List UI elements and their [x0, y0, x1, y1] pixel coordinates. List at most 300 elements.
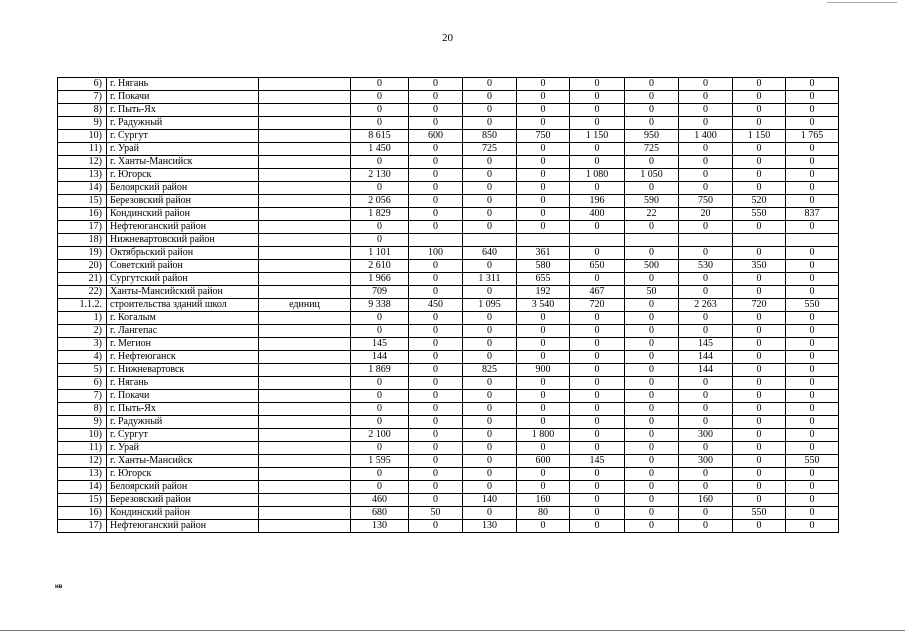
- unit-cell: [259, 312, 351, 325]
- value-cell: 500: [625, 260, 679, 273]
- value-cell: 0: [409, 195, 463, 208]
- value-cell: 130: [463, 520, 517, 533]
- table-row: [58, 507, 839, 520]
- row-number-cell: 7): [58, 390, 107, 403]
- value-cell: 0: [733, 351, 786, 364]
- unit-cell: [259, 234, 351, 247]
- territory-name-cell: Кондинский район: [107, 208, 259, 221]
- value-cell: 0: [570, 78, 625, 91]
- value-cell: 0: [679, 507, 733, 520]
- value-cell: 0: [786, 78, 839, 91]
- total-value-cell: 0: [351, 117, 409, 130]
- table-row: [58, 442, 839, 455]
- table-row: [58, 403, 839, 416]
- value-cell: 0: [409, 143, 463, 156]
- value-cell: 0: [570, 325, 625, 338]
- value-cell: 0: [409, 182, 463, 195]
- value-cell: [463, 234, 517, 247]
- territory-name-cell: Октябрьский район: [107, 247, 259, 260]
- table-body: [58, 78, 839, 533]
- value-cell: 0: [570, 221, 625, 234]
- value-cell: 0: [786, 494, 839, 507]
- value-cell: 720: [733, 299, 786, 312]
- value-cell: 0: [786, 117, 839, 130]
- value-cell: 0: [786, 169, 839, 182]
- value-cell: 0: [570, 429, 625, 442]
- value-cell: [786, 234, 839, 247]
- value-cell: 950: [625, 130, 679, 143]
- total-value-cell: 1 829: [351, 208, 409, 221]
- value-cell: 0: [409, 104, 463, 117]
- value-cell: 160: [679, 494, 733, 507]
- value-cell: 0: [679, 286, 733, 299]
- value-cell: 1 050: [625, 169, 679, 182]
- row-number-cell: 7): [58, 91, 107, 104]
- territory-name-cell: г. Лангепас: [107, 325, 259, 338]
- value-cell: 0: [409, 442, 463, 455]
- value-cell: 0: [786, 520, 839, 533]
- territory-name-cell: Кондинский район: [107, 507, 259, 520]
- value-cell: 0: [463, 260, 517, 273]
- unit-cell: [259, 104, 351, 117]
- territory-name-cell: Нефтеюганский район: [107, 520, 259, 533]
- value-cell: 0: [517, 143, 570, 156]
- value-cell: [733, 234, 786, 247]
- unit-cell: [259, 377, 351, 390]
- value-cell: 750: [679, 195, 733, 208]
- total-value-cell: 1 595: [351, 455, 409, 468]
- statistics-table: [57, 77, 839, 533]
- value-cell: 0: [786, 338, 839, 351]
- territory-name-cell: Березовский район: [107, 494, 259, 507]
- row-number-cell: 16): [58, 507, 107, 520]
- row-number-cell: 10): [58, 429, 107, 442]
- value-cell: 900: [517, 364, 570, 377]
- top-edge-rule: [827, 2, 897, 3]
- row-number-cell: 16): [58, 208, 107, 221]
- territory-name-cell: Березовский район: [107, 195, 259, 208]
- value-cell: 0: [786, 377, 839, 390]
- unit-cell: [259, 507, 351, 520]
- total-value-cell: 0: [351, 377, 409, 390]
- total-value-cell: 2 056: [351, 195, 409, 208]
- value-cell: [570, 234, 625, 247]
- value-cell: 1 095: [463, 299, 517, 312]
- value-cell: 0: [517, 91, 570, 104]
- value-cell: 1 800: [517, 429, 570, 442]
- unit-cell: [259, 247, 351, 260]
- territory-name-cell: г. Ханты-Мансийск: [107, 455, 259, 468]
- table-row: [58, 208, 839, 221]
- territory-name-cell: строительства зданий школ: [107, 299, 259, 312]
- unit-cell: [259, 338, 351, 351]
- value-cell: 0: [570, 468, 625, 481]
- value-cell: 450: [409, 299, 463, 312]
- value-cell: 0: [517, 416, 570, 429]
- value-cell: 0: [409, 273, 463, 286]
- value-cell: 0: [679, 117, 733, 130]
- value-cell: 0: [733, 143, 786, 156]
- bottom-edge-rule: [0, 630, 905, 631]
- value-cell: 0: [679, 390, 733, 403]
- territory-name-cell: Советский район: [107, 260, 259, 273]
- value-cell: 0: [625, 442, 679, 455]
- value-cell: 725: [463, 143, 517, 156]
- value-cell: 0: [786, 312, 839, 325]
- row-number-cell: 8): [58, 104, 107, 117]
- value-cell: 0: [786, 260, 839, 273]
- row-number-cell: 18): [58, 234, 107, 247]
- value-cell: 0: [786, 442, 839, 455]
- value-cell: 144: [679, 364, 733, 377]
- row-number-cell: 6): [58, 377, 107, 390]
- value-cell: 0: [625, 221, 679, 234]
- value-cell: 0: [733, 91, 786, 104]
- table-row: [58, 260, 839, 273]
- value-cell: 0: [733, 494, 786, 507]
- unit-cell: [259, 494, 351, 507]
- value-cell: 0: [625, 325, 679, 338]
- value-cell: 0: [570, 377, 625, 390]
- row-number-cell: 3): [58, 338, 107, 351]
- value-cell: 0: [733, 390, 786, 403]
- table-row: [58, 429, 839, 442]
- value-cell: 0: [733, 429, 786, 442]
- value-cell: 0: [517, 325, 570, 338]
- value-cell: 0: [625, 429, 679, 442]
- value-cell: 0: [570, 104, 625, 117]
- value-cell: 0: [625, 455, 679, 468]
- value-cell: 0: [733, 117, 786, 130]
- value-cell: 0: [786, 390, 839, 403]
- territory-name-cell: г. Урай: [107, 143, 259, 156]
- row-number-cell: 22): [58, 286, 107, 299]
- value-cell: [625, 234, 679, 247]
- unit-cell: [259, 221, 351, 234]
- territory-name-cell: г. Покачи: [107, 390, 259, 403]
- territory-name-cell: г. Мегион: [107, 338, 259, 351]
- value-cell: 0: [570, 338, 625, 351]
- value-cell: 0: [463, 416, 517, 429]
- table-row: [58, 468, 839, 481]
- territory-name-cell: г. Ханты-Мансийск: [107, 156, 259, 169]
- unit-cell: [259, 130, 351, 143]
- value-cell: 0: [679, 325, 733, 338]
- value-cell: 725: [625, 143, 679, 156]
- value-cell: 0: [625, 468, 679, 481]
- value-cell: 350: [733, 260, 786, 273]
- unit-cell: [259, 260, 351, 273]
- table-row: [58, 377, 839, 390]
- value-cell: 1 311: [463, 273, 517, 286]
- value-cell: 3 540: [517, 299, 570, 312]
- unit-cell: [259, 182, 351, 195]
- total-value-cell: 0: [351, 234, 409, 247]
- value-cell: 0: [570, 364, 625, 377]
- value-cell: 2 263: [679, 299, 733, 312]
- value-cell: 0: [733, 169, 786, 182]
- table-row: [58, 156, 839, 169]
- unit-cell: [259, 390, 351, 403]
- territory-name-cell: Нефтеюганский район: [107, 221, 259, 234]
- value-cell: 0: [463, 468, 517, 481]
- table-row: [58, 143, 839, 156]
- table-row: [58, 364, 839, 377]
- value-cell: 0: [517, 169, 570, 182]
- value-cell: 0: [409, 338, 463, 351]
- value-cell: 0: [409, 91, 463, 104]
- total-value-cell: 680: [351, 507, 409, 520]
- value-cell: 0: [786, 195, 839, 208]
- value-cell: 0: [463, 442, 517, 455]
- value-cell: 0: [409, 455, 463, 468]
- value-cell: 50: [625, 286, 679, 299]
- value-cell: 0: [570, 156, 625, 169]
- table-row: [58, 520, 839, 533]
- total-value-cell: 0: [351, 390, 409, 403]
- territory-name-cell: г. Когалым: [107, 312, 259, 325]
- table-row: [58, 78, 839, 91]
- value-cell: 0: [570, 481, 625, 494]
- unit-cell: [259, 325, 351, 338]
- value-cell: 0: [679, 104, 733, 117]
- value-cell: 0: [517, 117, 570, 130]
- value-cell: 192: [517, 286, 570, 299]
- value-cell: 0: [409, 416, 463, 429]
- value-cell: 0: [463, 78, 517, 91]
- table-row: [58, 117, 839, 130]
- value-cell: 655: [517, 273, 570, 286]
- value-cell: 0: [463, 286, 517, 299]
- value-cell: 0: [409, 208, 463, 221]
- value-cell: [679, 234, 733, 247]
- row-number-cell: 14): [58, 182, 107, 195]
- total-value-cell: 145: [351, 338, 409, 351]
- unit-cell: [259, 364, 351, 377]
- value-cell: 0: [409, 325, 463, 338]
- total-value-cell: 144: [351, 351, 409, 364]
- value-cell: 0: [463, 208, 517, 221]
- total-value-cell: 0: [351, 481, 409, 494]
- value-cell: 0: [517, 195, 570, 208]
- row-number-cell: 9): [58, 117, 107, 130]
- total-value-cell: 1 101: [351, 247, 409, 260]
- value-cell: 144: [679, 351, 733, 364]
- value-cell: 0: [625, 494, 679, 507]
- value-cell: 0: [733, 221, 786, 234]
- value-cell: 550: [733, 208, 786, 221]
- value-cell: 0: [463, 195, 517, 208]
- row-number-cell: 17): [58, 221, 107, 234]
- value-cell: 0: [517, 156, 570, 169]
- value-cell: 0: [570, 117, 625, 130]
- unit-cell: [259, 416, 351, 429]
- value-cell: 0: [679, 169, 733, 182]
- value-cell: 0: [463, 117, 517, 130]
- total-value-cell: 0: [351, 442, 409, 455]
- territory-name-cell: г. Нягань: [107, 78, 259, 91]
- value-cell: 0: [463, 390, 517, 403]
- row-number-cell: 6): [58, 78, 107, 91]
- value-cell: 0: [409, 364, 463, 377]
- territory-name-cell: г. Югорск: [107, 169, 259, 182]
- table-row: [58, 351, 839, 364]
- table-row: [58, 299, 839, 312]
- value-cell: 0: [786, 247, 839, 260]
- value-cell: 0: [679, 91, 733, 104]
- unit-cell: [259, 143, 351, 156]
- value-cell: 467: [570, 286, 625, 299]
- table-row: [58, 169, 839, 182]
- value-cell: 600: [409, 130, 463, 143]
- territory-name-cell: Сургутский район: [107, 273, 259, 286]
- value-cell: 0: [409, 117, 463, 130]
- value-cell: 0: [409, 520, 463, 533]
- value-cell: 0: [517, 481, 570, 494]
- value-cell: 0: [679, 442, 733, 455]
- territory-name-cell: г. Пыть-Ях: [107, 403, 259, 416]
- total-value-cell: 8 615: [351, 130, 409, 143]
- value-cell: 0: [625, 416, 679, 429]
- table-row: [58, 390, 839, 403]
- value-cell: 0: [570, 351, 625, 364]
- value-cell: 0: [625, 338, 679, 351]
- value-cell: 0: [517, 520, 570, 533]
- value-cell: 145: [679, 338, 733, 351]
- value-cell: 0: [625, 117, 679, 130]
- value-cell: 0: [733, 455, 786, 468]
- value-cell: 0: [570, 520, 625, 533]
- unit-cell: [259, 78, 351, 91]
- value-cell: 0: [786, 403, 839, 416]
- value-cell: 0: [679, 520, 733, 533]
- unit-cell: [259, 208, 351, 221]
- value-cell: 0: [733, 325, 786, 338]
- value-cell: 0: [570, 403, 625, 416]
- value-cell: 0: [679, 182, 733, 195]
- value-cell: 0: [625, 351, 679, 364]
- table-row: [58, 325, 839, 338]
- table-row: [58, 234, 839, 247]
- value-cell: 580: [517, 260, 570, 273]
- value-cell: 0: [625, 364, 679, 377]
- unit-cell: [259, 481, 351, 494]
- value-cell: 0: [517, 390, 570, 403]
- value-cell: 0: [463, 403, 517, 416]
- unit-cell: [259, 91, 351, 104]
- value-cell: 0: [570, 442, 625, 455]
- value-cell: 0: [786, 273, 839, 286]
- value-cell: 0: [517, 104, 570, 117]
- value-cell: 0: [463, 455, 517, 468]
- total-value-cell: 0: [351, 416, 409, 429]
- value-cell: 80: [517, 507, 570, 520]
- table-row: [58, 104, 839, 117]
- row-number-cell: 15): [58, 494, 107, 507]
- unit-cell: [259, 156, 351, 169]
- value-cell: 20: [679, 208, 733, 221]
- value-cell: 0: [679, 143, 733, 156]
- row-number-cell: 12): [58, 455, 107, 468]
- value-cell: 0: [733, 182, 786, 195]
- page-number: 20: [442, 32, 453, 44]
- value-cell: 1 080: [570, 169, 625, 182]
- value-cell: 550: [786, 299, 839, 312]
- value-cell: 0: [517, 208, 570, 221]
- value-cell: [517, 234, 570, 247]
- unit-cell: [259, 351, 351, 364]
- row-number-cell: 1.1.2.: [58, 299, 107, 312]
- territory-name-cell: г. Покачи: [107, 91, 259, 104]
- value-cell: 0: [786, 91, 839, 104]
- value-cell: 0: [409, 260, 463, 273]
- value-cell: 0: [625, 299, 679, 312]
- footer-mark: нв: [55, 584, 63, 590]
- value-cell: 0: [679, 377, 733, 390]
- value-cell: 720: [570, 299, 625, 312]
- row-number-cell: 12): [58, 156, 107, 169]
- value-cell: 0: [409, 377, 463, 390]
- total-value-cell: 0: [351, 403, 409, 416]
- value-cell: 650: [570, 260, 625, 273]
- value-cell: 0: [463, 429, 517, 442]
- value-cell: 0: [463, 351, 517, 364]
- territory-name-cell: г. Пыть-Ях: [107, 104, 259, 117]
- value-cell: 300: [679, 455, 733, 468]
- unit-cell: [259, 195, 351, 208]
- value-cell: 0: [679, 247, 733, 260]
- value-cell: 0: [463, 312, 517, 325]
- value-cell: 590: [625, 195, 679, 208]
- value-cell: 0: [409, 403, 463, 416]
- value-cell: 0: [786, 507, 839, 520]
- value-cell: 0: [625, 520, 679, 533]
- value-cell: 0: [570, 416, 625, 429]
- value-cell: 0: [625, 377, 679, 390]
- total-value-cell: 0: [351, 221, 409, 234]
- value-cell: 160: [517, 494, 570, 507]
- value-cell: 0: [570, 143, 625, 156]
- value-cell: 0: [786, 143, 839, 156]
- value-cell: 0: [733, 364, 786, 377]
- unit-cell: [259, 273, 351, 286]
- value-cell: 0: [409, 312, 463, 325]
- value-cell: 0: [733, 104, 786, 117]
- value-cell: 0: [570, 182, 625, 195]
- value-cell: 22: [625, 208, 679, 221]
- value-cell: 0: [517, 377, 570, 390]
- unit-cell: единиц: [259, 299, 351, 312]
- territory-name-cell: г. Нижневартовск: [107, 364, 259, 377]
- value-cell: 0: [570, 273, 625, 286]
- value-cell: 0: [679, 78, 733, 91]
- table-row: [58, 286, 839, 299]
- row-number-cell: 13): [58, 169, 107, 182]
- value-cell: 0: [733, 156, 786, 169]
- value-cell: 0: [786, 364, 839, 377]
- value-cell: 0: [733, 416, 786, 429]
- value-cell: 0: [679, 312, 733, 325]
- value-cell: 0: [463, 481, 517, 494]
- value-cell: 1 150: [570, 130, 625, 143]
- value-cell: 0: [570, 390, 625, 403]
- value-cell: 0: [409, 494, 463, 507]
- table-row: [58, 130, 839, 143]
- value-cell: 0: [733, 468, 786, 481]
- territory-name-cell: г. Нягань: [107, 377, 259, 390]
- value-cell: 100: [409, 247, 463, 260]
- value-cell: 0: [786, 416, 839, 429]
